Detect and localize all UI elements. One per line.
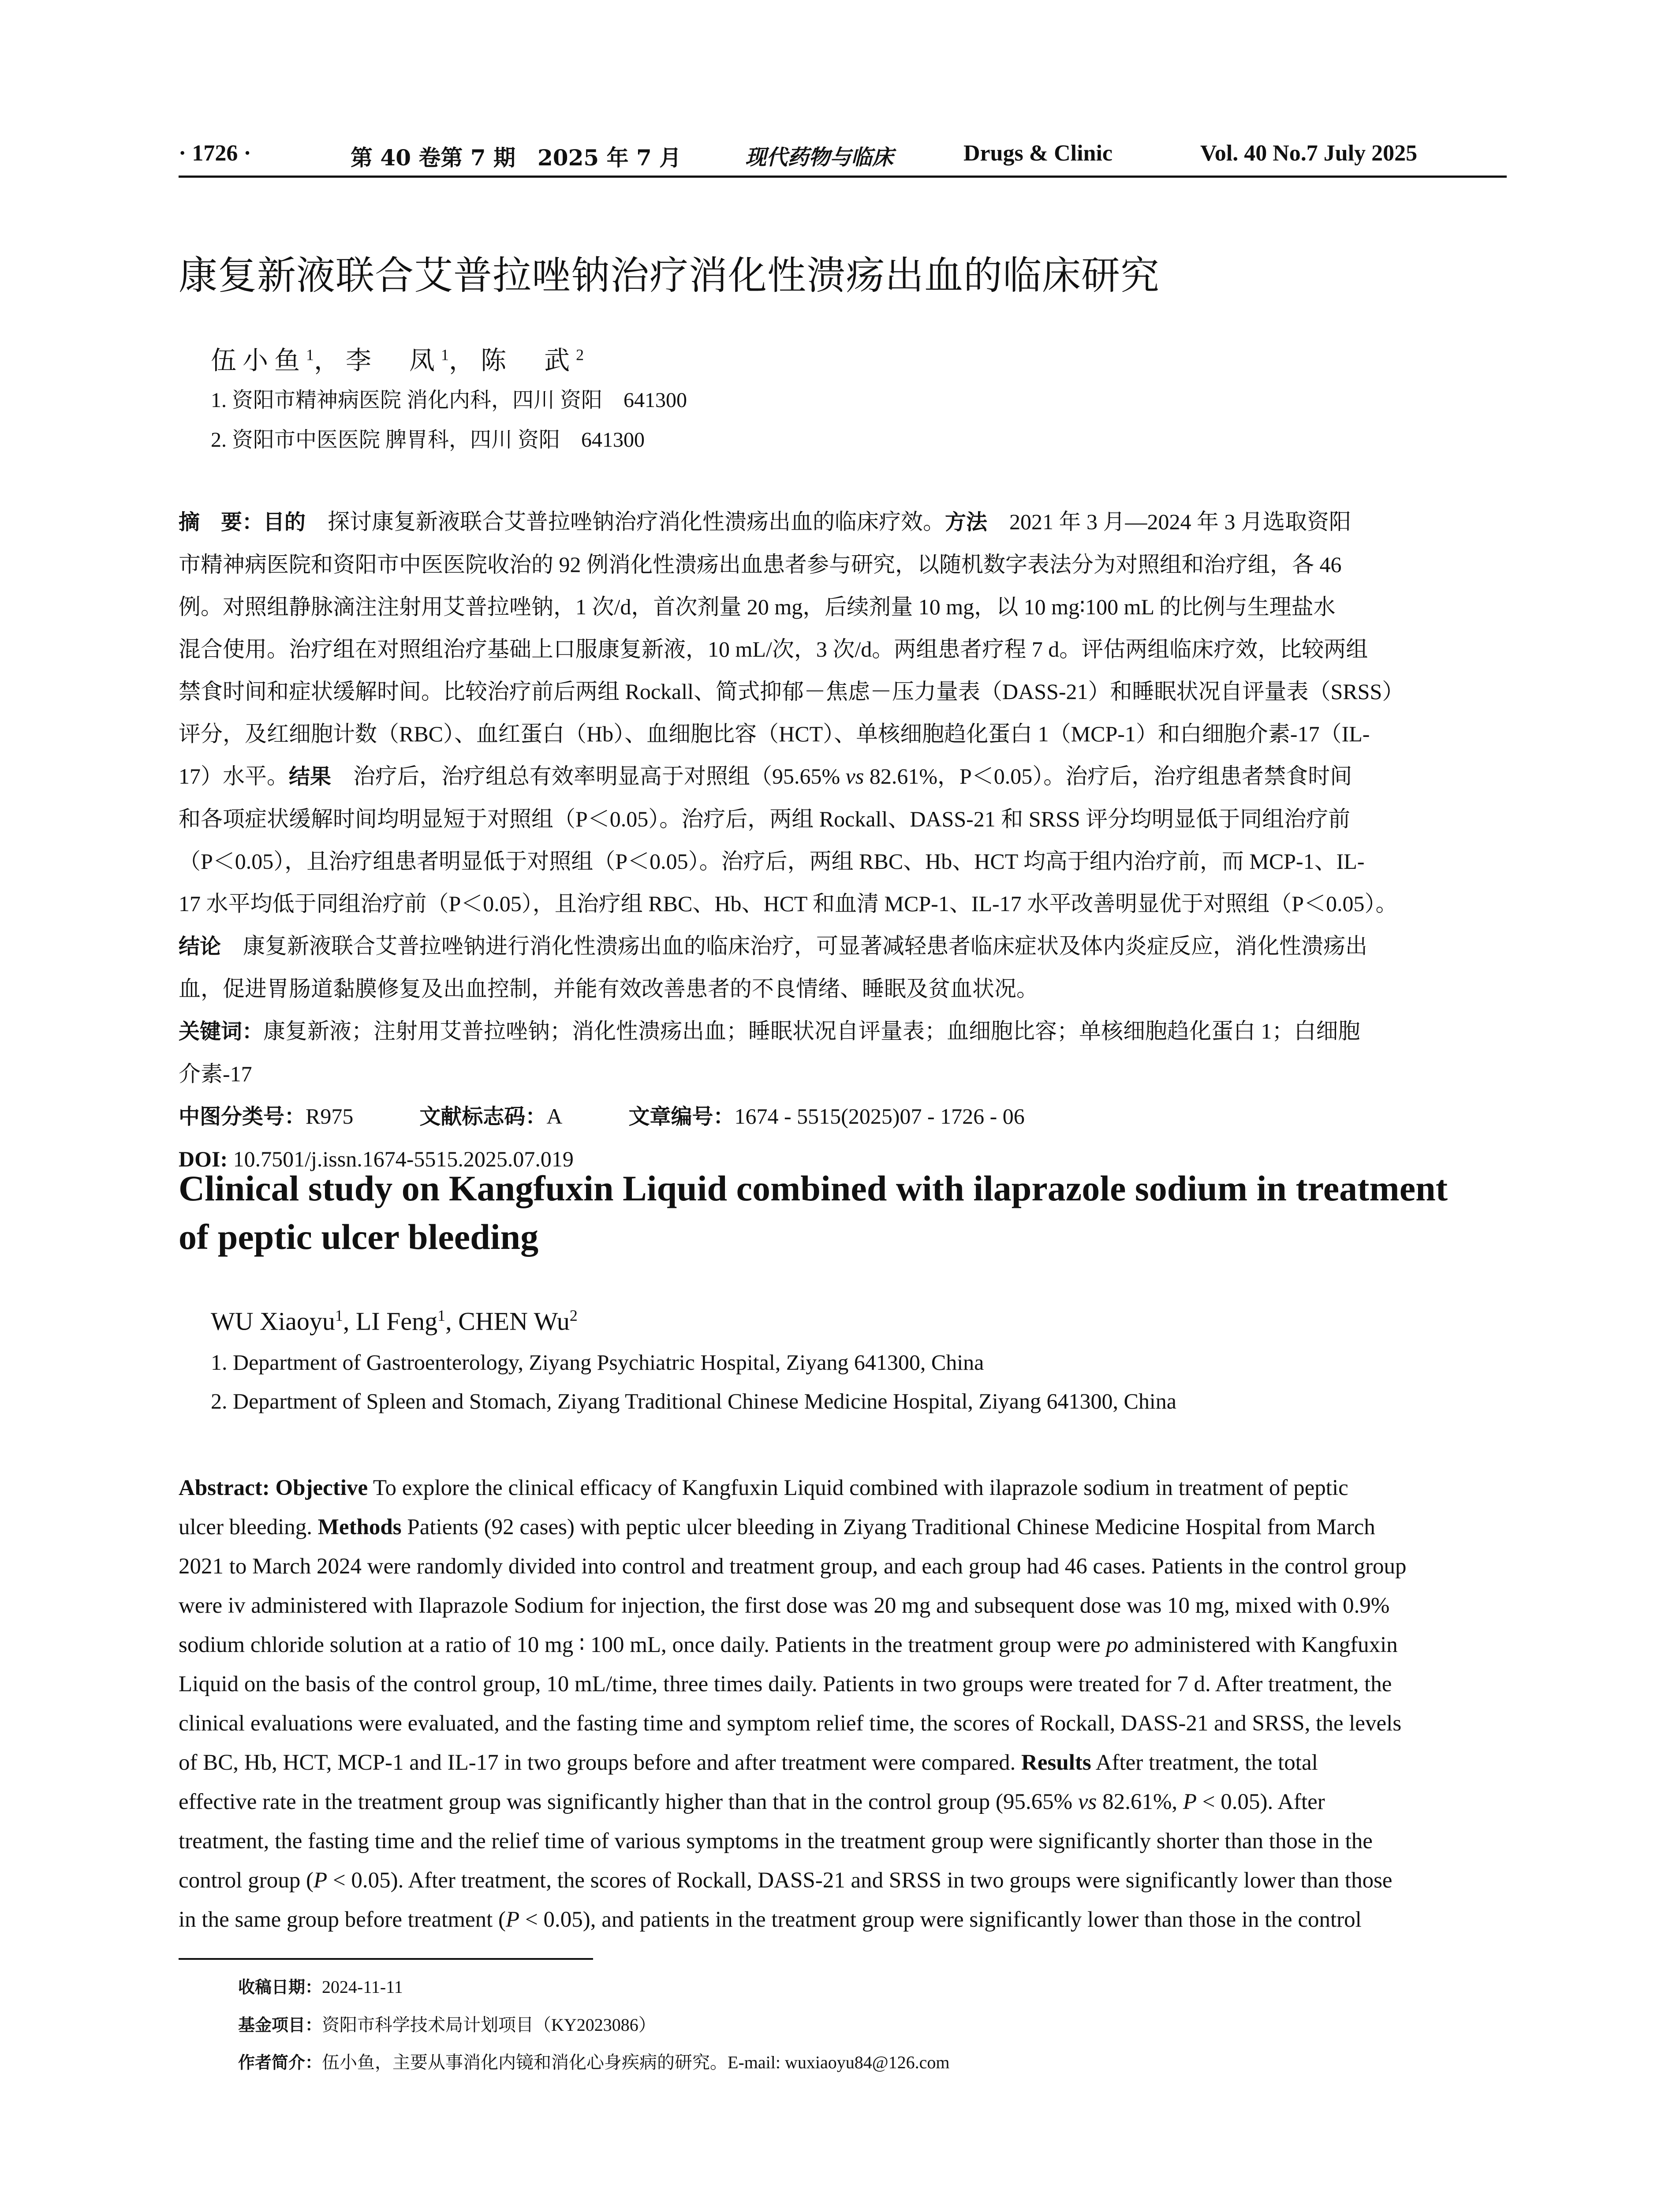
abstract-en-text: Patients (92 cases) with peptic ulcer bleeding in Ziyang Traditional Chinese Medicine Hospital from March bbox=[401, 1515, 1375, 1540]
received-label: 收稿日期： bbox=[238, 1977, 322, 1997]
authors-cn bbox=[211, 340, 584, 377]
abstract-en-line: Liquid on the basis of the control group, 10 mL/time, three times daily. Patients in two groups were treated for 7 d. After treatment, the bbox=[179, 1672, 1392, 1697]
methods-en-label: Methods bbox=[317, 1515, 402, 1540]
author-en-2: , LI Feng bbox=[343, 1307, 438, 1336]
doc-code-label: 文献标志码： bbox=[419, 1104, 547, 1129]
vs-italic: vs bbox=[845, 764, 864, 789]
abstract-en-text: < 0.05). After treatment, the scores of Rockall, DASS-21 and SRSS in two groups were significantly lower than those bbox=[327, 1868, 1393, 1893]
authors-en bbox=[211, 1306, 578, 1336]
abstract-en-text: < 0.05), and patients in the treatment group were significantly lower than those in the control bbox=[519, 1907, 1362, 1932]
article-no-value: 1674 - 5515(2025)07 - 1726 - 06 bbox=[734, 1104, 1025, 1129]
affiliation-cn-1: 1. 资阳市精神病医院 消化内科，四川 资阳 641300 bbox=[211, 389, 687, 412]
author-1: 伍小鱼 bbox=[211, 346, 306, 375]
po-italic: po bbox=[1106, 1633, 1129, 1657]
abstract-en-line: were iv administered with Ilaprazole Sodium for injection, the first dose was 20 mg and subsequent dose was 10 mg, mixed with 0.9% bbox=[179, 1593, 1390, 1618]
abstract-en-label: Abstract: Objective bbox=[179, 1476, 368, 1500]
p-italic: P bbox=[313, 1868, 328, 1893]
footnote-author bbox=[238, 2048, 949, 2074]
abstract-en-line bbox=[179, 1900, 1507, 1940]
author-2: 李 凤 bbox=[346, 346, 441, 375]
abstract-en-text: After treatment, the total bbox=[1091, 1750, 1318, 1775]
abstract-cn-line bbox=[179, 755, 1507, 798]
abstract-en-line bbox=[179, 1469, 1507, 1508]
doc-code-value: A bbox=[546, 1104, 563, 1129]
author-en-3: , CHEN Wu bbox=[445, 1307, 570, 1336]
abstract-en bbox=[179, 1469, 1507, 1940]
abstract-cn-line: 和各项症状缓解时间均明显短于对照组（P＜0.05）。治疗后，两组 Rockall、DASS-21 和 SRSS 评分均明显低于同组治疗前 bbox=[179, 807, 1351, 831]
abstract-cn-line: （P＜0.05），且治疗组患者明显低于对照组（P＜0.05）。治疗后，两组 RBC、Hb、HCT 均高于组内治疗前，而 MCP-1、IL- bbox=[179, 849, 1365, 874]
author-2-sup: 1 bbox=[441, 346, 449, 364]
abstract-cn-line: 评分，及红细胞计数（RBC）、血红蛋白（Hb）、血细胞比容（HCT）、单核细胞趋化蛋白 1（MCP-1）和白细胞介素-17（IL- bbox=[179, 721, 1370, 746]
vs-italic: vs bbox=[1078, 1790, 1097, 1814]
footnote-fund bbox=[238, 2011, 656, 2036]
objective-label: 目的 bbox=[263, 510, 306, 534]
conclusion-label: 结论 bbox=[179, 934, 221, 959]
abstract-text: 探讨康复新液联合艾普拉唑钠治疗消化性溃疡出血的临床疗效。 bbox=[306, 509, 945, 534]
page-number: · 1726 · bbox=[179, 141, 251, 166]
keywords-label: 关键词： bbox=[179, 1019, 264, 1044]
author-en-1: WU Xiaoyu bbox=[211, 1307, 335, 1336]
title-en-line: Clinical study on Kangfuxin Liquid combined with ilaprazole sodium in treatment bbox=[179, 1168, 1448, 1208]
received-value: 2024-11-11 bbox=[322, 1977, 403, 1997]
abstract-en-text: of BC, Hb, HCT, MCP-1 and IL-17 in two groups before and after treatment were compared. bbox=[179, 1750, 1022, 1775]
abstract-text: 治疗后，治疗组总有效率明显高于对照组（95.65% bbox=[331, 764, 846, 789]
abstract-en-line bbox=[179, 1743, 1507, 1783]
results-label: 结果 bbox=[289, 764, 332, 789]
issue-en: Vol. 40 No.7 July 2025 bbox=[1200, 141, 1418, 166]
abstract-label: 摘 要： bbox=[179, 510, 264, 534]
keywords-text: 康复新液；注射用艾普拉唑钠；消化性溃疡出血；睡眠状况自评量表；血细胞比容；单核细胞趋化蛋白 1；白细胞 bbox=[263, 1019, 1360, 1043]
abstract-en-text: in the same group before treatment ( bbox=[179, 1907, 506, 1932]
title-en-line: of peptic ulcer bleeding bbox=[179, 1217, 539, 1257]
fund-label: 基金项目： bbox=[238, 2015, 322, 2035]
clc-label: 中图分类号： bbox=[179, 1104, 306, 1129]
abstract-en-text: ulcer bleeding. bbox=[179, 1515, 318, 1540]
abstract-en-line: treatment, the fasting time and the relief time of various symptoms in the treatment group were significantly shorter than those in the bbox=[179, 1829, 1373, 1854]
abstract-en-text: sodium chloride solution at a ratio of 10 mg ∶ 100 mL, once daily. Patients in the treatment group were bbox=[179, 1633, 1106, 1657]
abstract-cn bbox=[179, 501, 1507, 1180]
footnote-rule bbox=[179, 1958, 593, 1960]
author-en-2-sup: 1 bbox=[437, 1307, 446, 1324]
classification-line bbox=[179, 1095, 1507, 1138]
author-sep: ， bbox=[449, 346, 481, 375]
abstract-en-text: 82.61%, bbox=[1097, 1790, 1183, 1814]
p-italic: P bbox=[506, 1907, 520, 1932]
affiliation-en-1: 1. Department of Gastroenterology, Ziyang Psychiatric Hospital, Ziyang 641300, China bbox=[211, 1350, 984, 1375]
header-rule bbox=[179, 176, 1507, 178]
author-en-3-sup: 2 bbox=[569, 1307, 578, 1324]
keywords-line bbox=[179, 1010, 1507, 1053]
clc-value: R975 bbox=[306, 1104, 354, 1129]
abstract-en-line bbox=[179, 1861, 1507, 1900]
abstract-cn-line bbox=[179, 501, 1507, 543]
title-cn: 康复新液联合艾普拉唑钠治疗消化性溃疡出血的临床研究 bbox=[179, 253, 1160, 298]
p-italic: P bbox=[1183, 1790, 1197, 1814]
abstract-cn-line bbox=[179, 925, 1507, 968]
abstract-en-text: control group ( bbox=[179, 1868, 314, 1893]
author-1-sup: 1 bbox=[306, 346, 314, 364]
abstract-en-text: administered with Kangfuxin bbox=[1128, 1633, 1398, 1657]
journal-name-en: Drugs & Clinic bbox=[963, 141, 1113, 166]
abstract-en-line bbox=[179, 1783, 1507, 1822]
author-bio-label: 作者简介： bbox=[238, 2053, 322, 2072]
abstract-cn-line: 市精神病医院和资阳市中医医院收治的 92 例消化性溃疡出血患者参与研究，以随机数字表法分为对照组和治疗组，各 46 bbox=[179, 552, 1342, 577]
author-bio-value: 伍小鱼，主要从事消化内镜和消化心身疾病的研究。E-mail: wuxiaoyu84@126.com bbox=[322, 2052, 950, 2072]
doi-value[interactable]: 10.7501/j.issn.1674-5515.2025.07.019 bbox=[228, 1147, 574, 1171]
journal-name-cn: 现代药物与临床 bbox=[745, 145, 894, 170]
author-sep: ， bbox=[314, 346, 346, 375]
results-en-label: Results bbox=[1021, 1750, 1091, 1775]
abstract-en-text: effective rate in the treatment group was significantly higher than that in the control group (95.65% bbox=[179, 1790, 1078, 1814]
abstract-cn-line: 禁食时间和症状缓解时间。比较治疗前后两组 Rockall、简式抑郁－焦虑－压力量表（DASS-21）和睡眠状况自评量表（SRSS） bbox=[179, 679, 1404, 704]
abstract-en-line bbox=[179, 1626, 1507, 1665]
abstract-text: 康复新液联合艾普拉唑钠进行消化性溃疡出血的临床治疗，可显著减轻患者临床症状及体内炎症反应，消化性溃疡出 bbox=[221, 934, 1368, 958]
abstract-text: 17）水平。 bbox=[179, 764, 289, 789]
abstract-en-text: To explore the clinical efficacy of Kangfuxin Liquid combined with ilaprazole sodium in treatment of peptic bbox=[368, 1476, 1348, 1500]
abstract-en-line: 2021 to March 2024 were randomly divided into control and treatment group, and each group had 46 cases. Patients in the control group bbox=[179, 1554, 1407, 1579]
methods-label: 方法 bbox=[945, 510, 988, 534]
abstract-en-text: < 0.05). After bbox=[1196, 1790, 1325, 1814]
abstract-text: 2021 年 3 月—2024 年 3 月选取资阳 bbox=[987, 509, 1351, 534]
doi-label: DOI: bbox=[179, 1147, 228, 1171]
abstract-cn-line: 混合使用。治疗组在对照组治疗基础上口服康复新液，10 mL/次，3 次/d。两组患者疗程 7 d。评估两组临床疗效，比较两组 bbox=[179, 637, 1368, 662]
author-3: 陈 武 bbox=[481, 346, 576, 375]
abstract-en-line bbox=[179, 1508, 1507, 1547]
title-en bbox=[179, 1164, 1507, 1261]
author-en-1-sup: 1 bbox=[335, 1307, 343, 1324]
issue-cn: 第 40 卷第 7 期 2025 年 7 月 bbox=[351, 145, 682, 171]
author-3-sup: 2 bbox=[576, 346, 584, 364]
article-no-label: 文章编号： bbox=[628, 1104, 735, 1129]
abstract-cn-line: 17 水平均低于同组治疗前（P＜0.05），且治疗组 RBC、Hb、HCT 和血清 MCP-1、IL-17 水平改善明显优于对照组（P＜0.05）。 bbox=[179, 891, 1398, 916]
footnote-received bbox=[238, 1973, 403, 1998]
affiliation-en-2: 2. Department of Spleen and Stomach, Ziyang Traditional Chinese Medicine Hospital, Ziyang 641300, China bbox=[211, 1389, 1176, 1413]
abstract-cn-line: 血，促进胃肠道黏膜修复及出血控制，并能有效改善患者的不良情绪、睡眠及贫血状况。 bbox=[179, 976, 1038, 1001]
abstract-en-line: clinical evaluations were evaluated, and the fasting time and symptom relief time, the scores of Rockall, DASS-21 and SRSS, the levels bbox=[179, 1711, 1402, 1736]
keywords-line: 介素-17 bbox=[179, 1061, 252, 1086]
fund-value: 资阳市科学技术局计划项目（KY2023086） bbox=[322, 2015, 656, 2035]
abstract-cn-line: 例。对照组静脉滴注注射用艾普拉唑钠，1 次/d，首次剂量 20 mg，后续剂量 10 mg，以 10 mg∶100 mL 的比例与生理盐水 bbox=[179, 594, 1336, 619]
abstract-text: 82.61%，P＜0.05）。治疗后，治疗组患者禁食时间 bbox=[864, 764, 1352, 789]
affiliation-cn-2: 2. 资阳市中医医院 脾胃科，四川 资阳 641300 bbox=[211, 428, 645, 452]
